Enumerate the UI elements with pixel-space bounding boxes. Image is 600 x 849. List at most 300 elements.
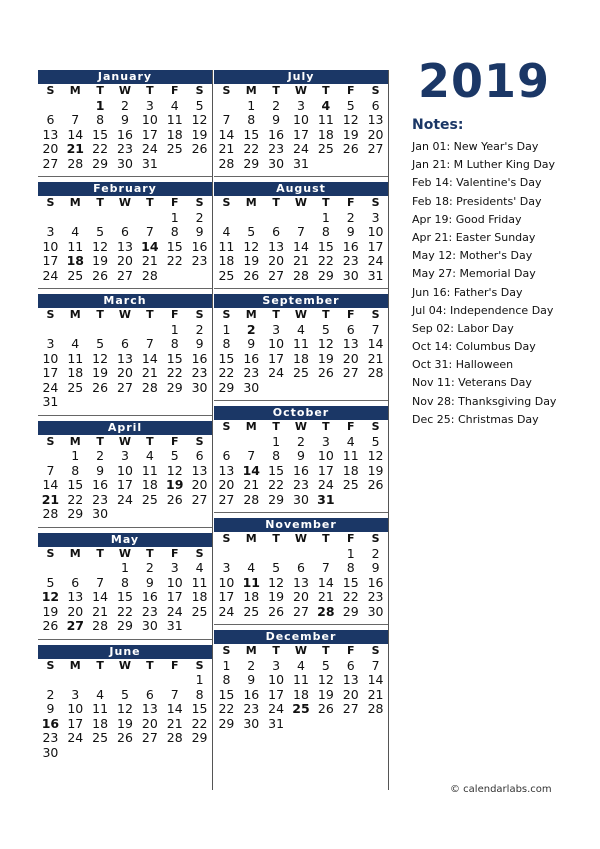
day-cell: 13 bbox=[293, 574, 309, 590]
day-cell: 29 bbox=[243, 155, 260, 171]
day-cell: 10 bbox=[367, 224, 384, 239]
day-cell: 1 bbox=[95, 97, 105, 113]
month-separator bbox=[214, 624, 388, 625]
day-cell: 5 bbox=[170, 448, 179, 463]
day-cell: 23 bbox=[367, 589, 384, 604]
day-cell: 26 bbox=[42, 618, 59, 633]
day-cell: 25 bbox=[342, 477, 359, 492]
day-cell: 24 bbox=[42, 379, 59, 395]
weekday-label: F bbox=[346, 420, 355, 433]
weekday-label: M bbox=[245, 196, 257, 209]
day-cell: 18 bbox=[218, 253, 235, 268]
day-cell: 21 bbox=[41, 491, 60, 507]
weekday-label: T bbox=[96, 84, 104, 97]
day-cell: 15 bbox=[268, 462, 285, 478]
day-cell: 8 bbox=[247, 112, 256, 127]
day-cell: 7 bbox=[222, 112, 231, 127]
year-title: 2019 bbox=[418, 54, 551, 108]
day-cell: 5 bbox=[96, 336, 105, 351]
day-grid bbox=[38, 659, 212, 761]
credit-text: © calendarlabs.com bbox=[450, 784, 552, 795]
day-cell: 7 bbox=[71, 112, 80, 127]
day-cell: 24 bbox=[117, 491, 133, 507]
day-cell: 11 bbox=[342, 448, 359, 463]
empty-cell bbox=[239, 435, 264, 450]
month-february bbox=[38, 182, 212, 283]
day-cell: 7 bbox=[247, 448, 256, 463]
day-cell: 6 bbox=[121, 224, 129, 239]
day-cell: 2 bbox=[272, 97, 281, 113]
day-cell: 26 bbox=[268, 603, 285, 619]
day-cell: 27 bbox=[66, 618, 84, 633]
day-cell: 21 bbox=[66, 141, 84, 156]
day-cell: 20 bbox=[268, 253, 285, 268]
day-cell: 22 bbox=[191, 715, 208, 731]
day-cell: 5 bbox=[96, 224, 105, 239]
day-cell: 12 bbox=[166, 462, 183, 478]
day-cell: 3 bbox=[121, 448, 129, 463]
note-item: Feb 14: Valentine's Day bbox=[412, 176, 542, 190]
day-cell: 7 bbox=[145, 336, 154, 351]
day-cell: 29 bbox=[218, 379, 235, 395]
weekday-label: M bbox=[69, 658, 81, 672]
day-cell: 5 bbox=[195, 97, 204, 113]
day-cell: 28 bbox=[166, 730, 183, 745]
day-cell: 10 bbox=[218, 574, 235, 590]
weekday-label: F bbox=[170, 434, 179, 448]
note-item: Dec 25: Christmas Day bbox=[412, 412, 539, 426]
weekday-label: S bbox=[46, 434, 55, 448]
day-cell: 3 bbox=[272, 657, 281, 673]
weekday-label: T bbox=[146, 308, 154, 321]
day-cell: 7 bbox=[371, 657, 380, 673]
day-cell: 14 bbox=[242, 462, 260, 478]
day-cell: 15 bbox=[218, 350, 235, 366]
day-cell: 6 bbox=[346, 321, 355, 337]
weekday-label: M bbox=[245, 308, 257, 321]
empty-cell bbox=[38, 99, 63, 114]
day-cell: 11 bbox=[317, 112, 334, 127]
weekday-label: F bbox=[346, 308, 355, 321]
day-cell: 21 bbox=[141, 253, 158, 268]
month-separator bbox=[214, 512, 388, 513]
day-grid bbox=[38, 308, 212, 410]
empty-cell bbox=[38, 211, 63, 226]
weekday-label: T bbox=[146, 434, 154, 448]
day-cell: 9 bbox=[247, 336, 256, 351]
empty-cell bbox=[38, 561, 63, 576]
day-cell: 18 bbox=[243, 589, 260, 604]
month-march bbox=[38, 294, 212, 410]
day-cell: 11 bbox=[242, 574, 260, 590]
day-cell: 20 bbox=[342, 350, 359, 366]
weekday-label: W bbox=[118, 196, 132, 209]
month-separator bbox=[214, 176, 388, 177]
note-item: Jan 21: M Luther King Day bbox=[412, 158, 556, 172]
weekday-label: F bbox=[170, 84, 179, 97]
day-cell: 16 bbox=[41, 715, 60, 731]
weekday-label: F bbox=[346, 532, 355, 545]
day-cell: 12 bbox=[268, 574, 285, 590]
day-cell: 8 bbox=[121, 574, 129, 590]
day-cell: 2 bbox=[145, 560, 154, 575]
day-cell: 2 bbox=[246, 321, 256, 337]
month-separator bbox=[214, 288, 388, 289]
weekday-label: T bbox=[272, 308, 280, 321]
weekday-label: S bbox=[195, 84, 204, 97]
day-cell: 21 bbox=[218, 141, 235, 156]
day-cell: 28 bbox=[218, 155, 235, 171]
weekday-label: T bbox=[272, 644, 280, 657]
day-cell: 11 bbox=[92, 701, 109, 716]
month-separator bbox=[214, 400, 388, 401]
day-cell: 19 bbox=[117, 715, 133, 731]
month-july bbox=[214, 70, 388, 171]
day-cell: 18 bbox=[293, 686, 309, 702]
day-cell: 28 bbox=[243, 491, 260, 507]
day-cell: 9 bbox=[272, 112, 281, 127]
day-cell: 10 bbox=[293, 112, 309, 127]
day-cell: 26 bbox=[317, 365, 334, 380]
empty-cell bbox=[88, 323, 113, 338]
weekday-label: S bbox=[222, 532, 231, 545]
day-cell: 4 bbox=[195, 560, 204, 575]
day-cell: 13 bbox=[342, 336, 359, 351]
day-cell: 6 bbox=[272, 224, 281, 239]
day-cell: 28 bbox=[317, 603, 335, 619]
weekday-label: W bbox=[294, 196, 308, 209]
day-cell: 23 bbox=[42, 730, 59, 745]
day-grid bbox=[38, 196, 212, 283]
day-cell: 8 bbox=[71, 462, 80, 478]
day-cell: 6 bbox=[145, 686, 154, 702]
month-header: April bbox=[38, 421, 212, 435]
day-cell: 3 bbox=[272, 321, 281, 337]
day-cell: 27 bbox=[342, 365, 359, 380]
day-cell: 15 bbox=[191, 701, 208, 716]
day-cell: 25 bbox=[292, 701, 310, 716]
day-cell: 14 bbox=[367, 336, 384, 351]
day-cell: 1 bbox=[346, 545, 355, 561]
day-cell: 22 bbox=[317, 253, 334, 268]
weekday-label: T bbox=[272, 84, 280, 97]
day-cell: 3 bbox=[321, 433, 330, 449]
day-cell: 27 bbox=[117, 267, 133, 283]
month-header: January bbox=[38, 70, 212, 84]
day-cell: 18 bbox=[66, 253, 84, 268]
day-cell: 30 bbox=[42, 744, 59, 760]
note-item: May 12: Mother's Day bbox=[412, 249, 533, 263]
day-cell: 8 bbox=[222, 672, 231, 687]
day-cell: 16 bbox=[342, 238, 359, 254]
day-cell: 17 bbox=[367, 238, 384, 254]
weekday-label: S bbox=[371, 308, 380, 321]
day-cell: 10 bbox=[42, 350, 59, 366]
month-separator bbox=[38, 288, 212, 289]
day-cell: 24 bbox=[293, 141, 309, 156]
day-cell: 9 bbox=[121, 112, 129, 127]
day-cell: 22 bbox=[92, 141, 109, 156]
weekday-label: T bbox=[96, 546, 104, 560]
weekday-label: S bbox=[371, 644, 380, 657]
day-cell: 6 bbox=[195, 448, 204, 463]
day-grid bbox=[214, 84, 388, 171]
day-cell: 14 bbox=[141, 350, 158, 366]
day-cell: 26 bbox=[342, 141, 359, 156]
day-cell: 12 bbox=[41, 589, 60, 604]
weekday-label: W bbox=[118, 546, 132, 560]
day-grid bbox=[214, 532, 388, 619]
weekday-label: S bbox=[195, 196, 204, 209]
day-cell: 25 bbox=[317, 141, 334, 156]
day-cell: 23 bbox=[92, 491, 109, 507]
day-cell: 10 bbox=[317, 448, 334, 463]
weekday-label: T bbox=[272, 196, 280, 209]
weekday-label: T bbox=[322, 420, 330, 433]
weekday-label: M bbox=[69, 196, 81, 209]
weekday-label: F bbox=[170, 196, 179, 209]
day-cell: 15 bbox=[243, 126, 260, 142]
day-cell: 22 bbox=[218, 365, 235, 380]
notes-title: Notes: bbox=[412, 117, 464, 133]
day-grid bbox=[214, 196, 388, 283]
empty-cell bbox=[239, 211, 264, 226]
weekday-label: M bbox=[245, 84, 257, 97]
weekday-label: S bbox=[46, 658, 55, 672]
weekday-label: S bbox=[222, 308, 231, 321]
weekday-label: W bbox=[294, 420, 308, 433]
day-cell: 15 bbox=[218, 686, 235, 702]
day-cell: 4 bbox=[321, 97, 331, 113]
note-item: Oct 31: Halloween bbox=[412, 358, 514, 372]
day-cell: 3 bbox=[170, 560, 179, 575]
day-cell: 27 bbox=[117, 379, 133, 395]
day-cell: 8 bbox=[222, 336, 231, 351]
empty-cell bbox=[239, 547, 264, 562]
day-cell: 9 bbox=[96, 462, 105, 478]
day-cell: 17 bbox=[117, 477, 133, 492]
day-cell: 22 bbox=[67, 491, 84, 507]
note-item: Apr 19: Good Friday bbox=[412, 212, 522, 226]
day-cell: 10 bbox=[268, 672, 285, 687]
day-cell: 17 bbox=[42, 253, 59, 268]
day-cell: 7 bbox=[96, 574, 105, 590]
day-cell: 31 bbox=[317, 491, 335, 507]
note-item: Jan 01: New Year's Day bbox=[412, 140, 539, 153]
day-cell: 4 bbox=[346, 433, 355, 449]
day-cell: 30 bbox=[293, 491, 309, 507]
day-cell: 6 bbox=[46, 112, 55, 127]
empty-cell bbox=[214, 435, 239, 450]
weekday-label: W bbox=[118, 658, 132, 672]
day-cell: 20 bbox=[42, 141, 59, 156]
day-cell: 14 bbox=[367, 672, 384, 687]
weekday-label: S bbox=[222, 196, 231, 209]
day-cell: 20 bbox=[117, 253, 133, 268]
day-cell: 2 bbox=[96, 448, 105, 463]
day-cell: 25 bbox=[243, 603, 260, 619]
day-cell: 6 bbox=[297, 560, 305, 575]
empty-cell bbox=[38, 323, 63, 338]
day-cell: 14 bbox=[42, 477, 59, 492]
empty-cell bbox=[88, 673, 113, 688]
day-cell: 10 bbox=[67, 701, 84, 716]
empty-cell bbox=[137, 211, 162, 226]
month-august bbox=[214, 182, 388, 283]
empty-cell bbox=[289, 547, 314, 562]
day-cell: 4 bbox=[145, 448, 154, 463]
empty-cell bbox=[88, 561, 113, 576]
month-separator bbox=[38, 527, 212, 528]
day-cell: 13 bbox=[268, 238, 285, 254]
weekday-label: F bbox=[346, 196, 355, 209]
month-header: November bbox=[214, 518, 388, 532]
day-cell: 7 bbox=[321, 560, 330, 575]
empty-cell bbox=[113, 323, 138, 338]
day-cell: 12 bbox=[92, 350, 109, 366]
day-cell: 27 bbox=[268, 267, 285, 283]
day-cell: 8 bbox=[346, 560, 355, 575]
notes-list bbox=[412, 138, 556, 429]
day-cell: 4 bbox=[222, 224, 231, 239]
day-cell: 7 bbox=[371, 321, 380, 337]
weekday-label: S bbox=[46, 546, 55, 560]
weekday-label: W bbox=[294, 532, 308, 545]
day-cell: 9 bbox=[297, 448, 305, 463]
day-cell: 28 bbox=[141, 379, 158, 395]
day-cell: 30 bbox=[367, 603, 384, 619]
day-cell: 2 bbox=[46, 686, 55, 702]
day-cell: 11 bbox=[293, 336, 309, 351]
day-cell: 1 bbox=[121, 560, 129, 575]
weekday-label: M bbox=[69, 308, 81, 321]
month-header: February bbox=[38, 182, 212, 196]
month-separator bbox=[38, 415, 212, 416]
day-cell: 22 bbox=[218, 701, 235, 716]
day-cell: 7 bbox=[170, 686, 179, 702]
month-may bbox=[38, 533, 212, 634]
day-cell: 17 bbox=[218, 589, 235, 604]
day-cell: 24 bbox=[218, 603, 235, 619]
day-cell: 24 bbox=[67, 730, 84, 745]
weekday-label: S bbox=[371, 84, 380, 97]
day-cell: 13 bbox=[141, 701, 158, 716]
day-cell: 30 bbox=[268, 155, 285, 171]
day-cell: 1 bbox=[170, 321, 179, 337]
day-cell: 31 bbox=[141, 155, 158, 171]
day-cell: 26 bbox=[92, 267, 109, 283]
day-cell: 6 bbox=[371, 97, 380, 113]
day-cell: 29 bbox=[317, 267, 334, 283]
weekday-label: S bbox=[46, 196, 55, 209]
day-cell: 21 bbox=[317, 589, 334, 604]
day-cell: 3 bbox=[371, 209, 380, 225]
day-cell: 26 bbox=[317, 701, 334, 716]
day-cell: 14 bbox=[317, 574, 334, 590]
month-header: August bbox=[214, 182, 388, 196]
day-cell: 15 bbox=[166, 238, 183, 254]
day-cell: 25 bbox=[166, 141, 183, 156]
day-grid bbox=[214, 644, 388, 731]
day-cell: 12 bbox=[117, 701, 133, 716]
weekday-label: S bbox=[195, 658, 204, 672]
day-cell: 15 bbox=[117, 589, 133, 604]
day-cell: 14 bbox=[92, 589, 109, 604]
day-cell: 2 bbox=[121, 97, 129, 113]
day-cell: 31 bbox=[268, 715, 285, 731]
note-item: Nov 11: Veterans Day bbox=[412, 376, 532, 390]
day-cell: 13 bbox=[42, 126, 59, 142]
weekday-label: S bbox=[46, 308, 55, 321]
empty-cell bbox=[214, 211, 239, 226]
left-month-column bbox=[38, 70, 212, 760]
day-cell: 8 bbox=[321, 224, 330, 239]
day-cell: 25 bbox=[92, 730, 109, 745]
weekday-label: W bbox=[294, 84, 308, 97]
day-cell: 8 bbox=[272, 448, 281, 463]
day-cell: 5 bbox=[46, 574, 55, 590]
day-cell: 4 bbox=[71, 336, 80, 351]
day-cell: 23 bbox=[268, 141, 285, 156]
day-cell: 28 bbox=[42, 506, 59, 521]
day-cell: 10 bbox=[141, 112, 158, 127]
day-cell: 6 bbox=[71, 574, 80, 590]
day-cell: 8 bbox=[170, 336, 179, 351]
day-cell: 19 bbox=[367, 462, 384, 478]
day-cell: 29 bbox=[191, 730, 208, 745]
day-cell: 24 bbox=[166, 603, 183, 619]
day-cell: 6 bbox=[222, 448, 231, 463]
weekday-label: T bbox=[146, 196, 154, 209]
day-cell: 9 bbox=[46, 701, 55, 716]
day-cell: 15 bbox=[342, 574, 359, 590]
weekday-label: T bbox=[272, 420, 280, 433]
day-cell: 18 bbox=[342, 462, 359, 478]
day-cell: 30 bbox=[117, 155, 133, 171]
day-cell: 5 bbox=[247, 224, 256, 239]
day-cell: 13 bbox=[191, 462, 208, 478]
day-cell: 1 bbox=[170, 209, 179, 225]
day-cell: 23 bbox=[191, 253, 208, 268]
day-cell: 17 bbox=[317, 462, 334, 478]
weekday-label: T bbox=[322, 532, 330, 545]
weekday-label: T bbox=[322, 196, 330, 209]
day-cell: 11 bbox=[218, 238, 235, 254]
month-separator bbox=[38, 639, 212, 640]
empty-cell bbox=[63, 323, 88, 338]
day-cell: 27 bbox=[293, 603, 309, 619]
day-cell: 14 bbox=[67, 126, 84, 142]
day-cell: 16 bbox=[268, 126, 285, 142]
day-cell: 20 bbox=[191, 477, 208, 492]
day-cell: 21 bbox=[92, 603, 109, 619]
weekday-label: F bbox=[346, 644, 355, 657]
day-cell: 9 bbox=[371, 560, 380, 575]
day-cell: 10 bbox=[166, 574, 183, 590]
day-cell: 19 bbox=[317, 686, 334, 702]
day-cell: 1 bbox=[272, 433, 281, 449]
day-cell: 29 bbox=[342, 603, 359, 619]
day-cell: 19 bbox=[42, 603, 59, 619]
day-cell: 15 bbox=[92, 126, 109, 142]
day-cell: 26 bbox=[92, 379, 109, 395]
empty-cell bbox=[63, 211, 88, 226]
day-cell: 16 bbox=[243, 686, 260, 702]
day-cell: 21 bbox=[367, 350, 384, 366]
day-cell: 14 bbox=[166, 701, 183, 716]
day-cell: 25 bbox=[67, 379, 84, 395]
day-cell: 23 bbox=[141, 603, 158, 619]
